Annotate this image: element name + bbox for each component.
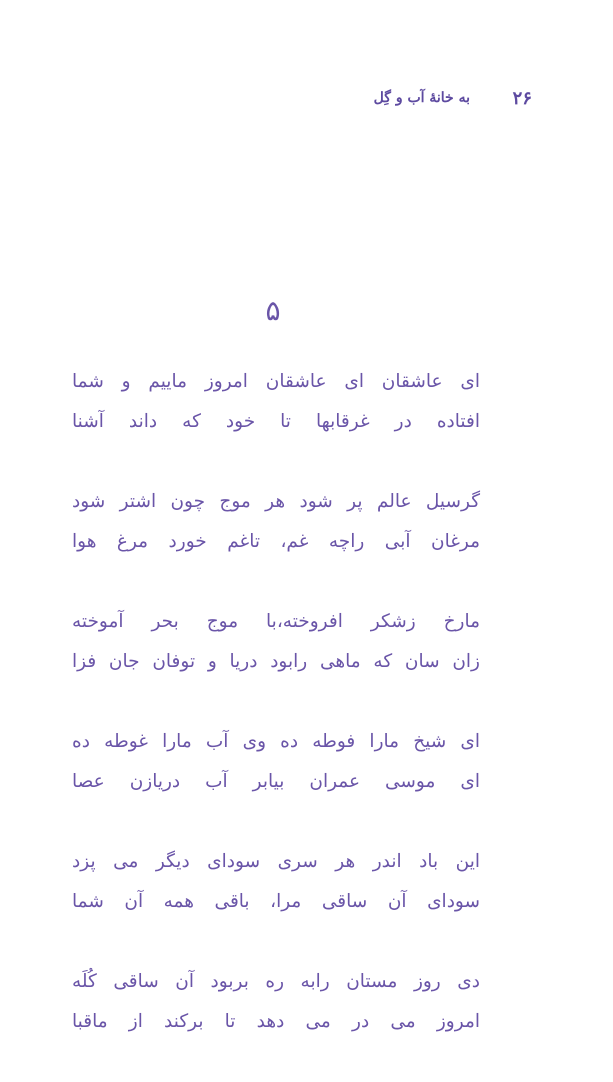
stanza-3: [72, 602, 480, 722]
running-header: [372, 88, 532, 114]
verse-line: ای موسی عمران بیابر آب دریازن عصا: [72, 771, 480, 792]
verse-line: این باد اندر هر سری سودای دیگر می پزد: [72, 851, 480, 872]
verse-line: ای عاشقان ای عاشقان امروز ماییم و شما: [72, 371, 480, 392]
running-title: به خانهٔ آب و گِل: [373, 90, 470, 106]
verse-line: دی روز مستان رابه ره بربود آن ساقی کُلَه: [72, 971, 480, 992]
verse-line: ای شیخ مارا فوطه ده وی آب مارا غوطه ده: [72, 731, 480, 752]
poem-body: [72, 362, 480, 1082]
verse-line: افتاده در غرقابها تا خود که داند آشنا: [72, 411, 480, 432]
verse-line: سودای آن ساقی مرا، باقی همه آن شما: [72, 891, 480, 912]
verse-line: امروز می در می دهد تا برکند از ماقبا: [72, 1011, 480, 1032]
verse-line: زان سان که ماهی رابود دریا و توفان جان فزا: [72, 651, 480, 672]
stanza-1: [72, 362, 480, 482]
verse-line: گرسیل عالم پر شود هر موج چون اشتر شود: [72, 491, 480, 512]
stanza-5: [72, 842, 480, 962]
verse-line: مارخ زشکر افروخته،با موج بحر آموخته: [72, 611, 480, 632]
poem-number: ۵: [265, 294, 281, 327]
verse-line: مرغان آبی راچه غم، تاغم خورد مرغ هوا: [72, 531, 480, 552]
page-number: ۲۶: [512, 88, 532, 109]
stanza-2: [72, 482, 480, 602]
stanza-6: [72, 962, 480, 1082]
stanza-4: [72, 722, 480, 842]
